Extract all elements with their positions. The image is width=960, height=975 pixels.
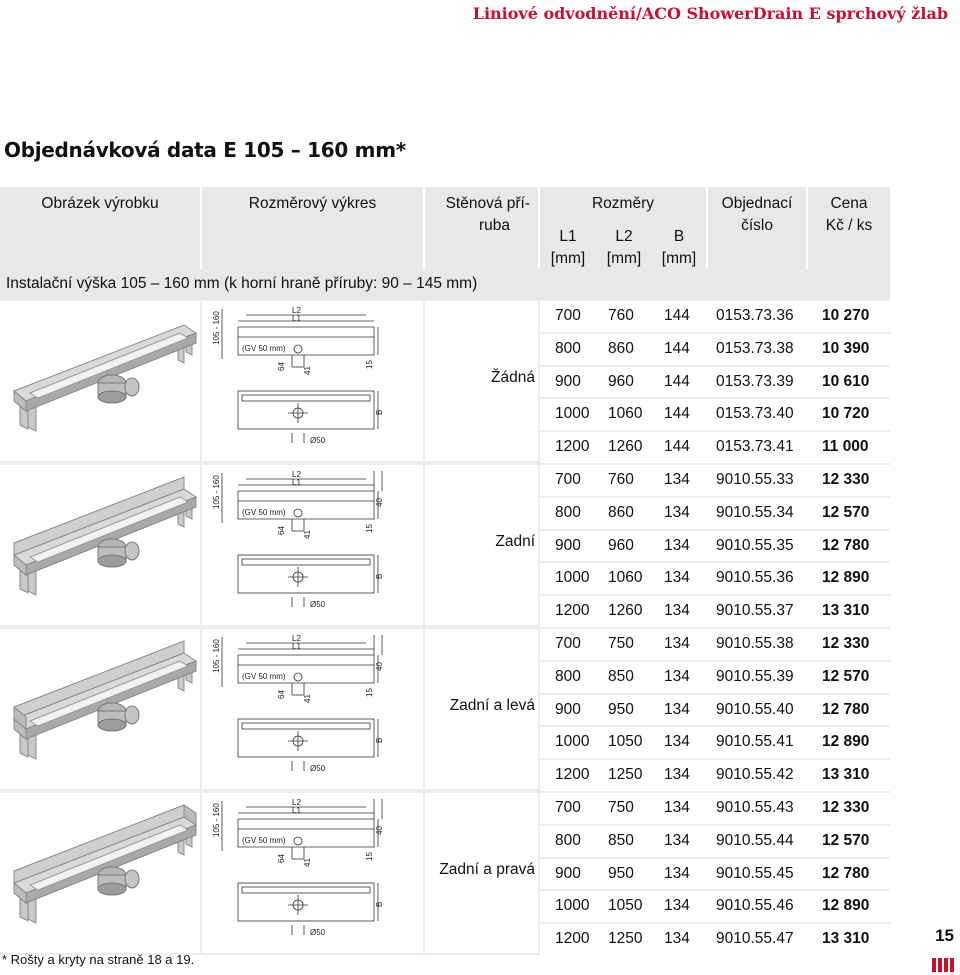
- dimension-drawing: [202, 301, 423, 461]
- cell-order: 0153.73.36: [716, 307, 794, 324]
- page-number: 15: [935, 926, 954, 945]
- cell-price: 12 570: [822, 831, 870, 849]
- cell-l1: 900: [555, 700, 581, 718]
- col-header-b: B [mm]: [661, 228, 697, 267]
- cell-l2: 1260: [608, 438, 643, 456]
- svg-text:L1: L1: [292, 642, 301, 651]
- cell-order: 9010.55.33: [716, 471, 794, 488]
- svg-text:(GV 50 mm): (GV 50 mm): [242, 836, 286, 845]
- cell-b: 144: [664, 307, 690, 324]
- cell-b: 144: [664, 405, 690, 423]
- cell-price: 12 780: [822, 536, 870, 554]
- cell-order: 9010.55.42: [716, 766, 794, 784]
- cell-order: 9010.55.37: [716, 602, 794, 620]
- col-header-price: Cena Kč / ks: [825, 195, 873, 234]
- cell-l2: 850: [608, 667, 634, 685]
- svg-text:40: 40: [375, 826, 384, 835]
- cell-l1: 1200: [555, 766, 590, 784]
- product-image: [0, 793, 200, 953]
- svg-text:B: B: [375, 737, 384, 743]
- cell-l2: 960: [608, 536, 634, 554]
- cell-b: 134: [664, 733, 690, 751]
- cell-price: 12 330: [822, 799, 870, 816]
- svg-text:Ø50: Ø50: [310, 928, 326, 937]
- cell-order: 9010.55.40: [716, 700, 794, 718]
- cell-b: 134: [664, 700, 690, 718]
- cell-order: 0153.73.41: [716, 438, 794, 456]
- col-header-order: Objednací číslo: [721, 195, 793, 234]
- cell-l2: 960: [608, 372, 634, 390]
- cell-l1: 1000: [555, 897, 590, 915]
- cell-l2: 860: [608, 339, 634, 357]
- svg-text:(GV 50 mm): (GV 50 mm): [242, 672, 286, 681]
- cell-price: 10 720: [822, 405, 870, 423]
- cell-l2: 1060: [608, 569, 643, 587]
- svg-text:L2: L2: [292, 306, 301, 315]
- cell-b: 134: [664, 667, 690, 685]
- cell-l1: 1000: [555, 569, 590, 587]
- col-header-dims: Rozměry: [591, 195, 654, 212]
- cell-l1: 700: [555, 307, 581, 324]
- svg-text:41: 41: [303, 858, 312, 867]
- svg-text:40: 40: [375, 498, 384, 507]
- svg-text:L1: L1: [292, 806, 301, 815]
- cell-b: 134: [664, 799, 690, 816]
- cell-b: 134: [664, 864, 690, 882]
- cell-price: 10 390: [822, 339, 870, 357]
- cell-price: 12 570: [822, 667, 870, 685]
- cell-order: 0153.73.40: [716, 405, 794, 423]
- cell-price: 10 610: [822, 372, 870, 390]
- svg-text:15: 15: [365, 688, 374, 697]
- cell-l1: 1000: [555, 733, 590, 751]
- svg-text:Ø50: Ø50: [310, 764, 326, 773]
- svg-text:105 - 160: 105 - 160: [212, 311, 221, 345]
- svg-text:64: 64: [277, 526, 286, 535]
- cell-price: 13 310: [822, 930, 870, 948]
- cell-b: 134: [664, 536, 690, 554]
- cell-order: 9010.55.45: [716, 864, 794, 882]
- dimension-drawing: [202, 793, 423, 953]
- col-header-flange: Stěnová pří- ruba: [445, 195, 530, 234]
- svg-text:15: 15: [365, 524, 374, 533]
- col-header-image: Obrázek výrobku: [41, 195, 159, 212]
- cell-price: 12 330: [822, 635, 870, 652]
- svg-text:15: 15: [365, 360, 374, 369]
- cell-l2: 750: [608, 635, 634, 652]
- cell-order: 0153.73.39: [716, 372, 794, 390]
- col-header-l2: L2 [mm]: [606, 228, 642, 267]
- svg-text:105 - 160: 105 - 160: [212, 639, 221, 673]
- cell-b: 144: [664, 372, 690, 390]
- cell-price: 13 310: [822, 766, 870, 784]
- cell-price: 12 890: [822, 569, 870, 587]
- cell-l2: 760: [608, 471, 634, 488]
- cell-l1: 700: [555, 471, 581, 488]
- cell-price: 12 330: [822, 471, 870, 488]
- cell-l2: 950: [608, 864, 634, 882]
- flange-label: Zadní a levá: [449, 697, 535, 714]
- svg-text:105 - 160: 105 - 160: [212, 475, 221, 509]
- cell-l1: 700: [555, 799, 581, 816]
- cell-l2: 760: [608, 307, 634, 324]
- cell-l2: 1050: [608, 733, 643, 751]
- cell-price: 10 270: [822, 307, 870, 324]
- cell-l2: 1060: [608, 405, 643, 423]
- cell-b: 134: [664, 930, 690, 948]
- svg-text:64: 64: [277, 854, 286, 863]
- cell-price: 12 890: [822, 733, 870, 751]
- dimension-drawing: [202, 629, 423, 789]
- svg-text:L1: L1: [292, 478, 301, 487]
- cell-l2: 950: [608, 700, 634, 718]
- cell-order: 9010.55.47: [716, 930, 794, 948]
- cell-l1: 800: [555, 339, 581, 357]
- svg-text:105 - 160: 105 - 160: [212, 803, 221, 837]
- cell-l2: 750: [608, 799, 634, 816]
- section-title: Objednávková data E 105 – 160 mm*: [4, 138, 406, 162]
- svg-text:L2: L2: [292, 798, 301, 807]
- svg-text:B: B: [375, 901, 384, 907]
- cell-l1: 800: [555, 503, 581, 521]
- cell-l2: 860: [608, 503, 634, 521]
- svg-text:Ø50: Ø50: [310, 436, 326, 445]
- cell-l1: 800: [555, 667, 581, 685]
- dimension-drawing: [202, 465, 423, 625]
- cell-b: 144: [664, 438, 690, 456]
- cell-price: 12 570: [822, 503, 870, 521]
- svg-text:L2: L2: [292, 470, 301, 479]
- svg-text:Ø50: Ø50: [310, 600, 326, 609]
- cell-b: 134: [664, 635, 690, 652]
- cell-order: 9010.55.36: [716, 569, 794, 587]
- cell-l2: 1050: [608, 897, 643, 915]
- svg-text:15: 15: [365, 852, 374, 861]
- cell-order: 9010.55.43: [716, 799, 794, 816]
- svg-text:40: 40: [375, 662, 384, 671]
- product-image: [0, 301, 200, 461]
- cell-l1: 800: [555, 831, 581, 849]
- cell-b: 134: [664, 766, 690, 784]
- cell-b: 134: [664, 831, 690, 849]
- cell-order: 9010.55.39: [716, 667, 794, 685]
- cell-l1: 900: [555, 372, 581, 390]
- col-header-l1: L1 [mm]: [550, 228, 586, 267]
- cell-l1: 1000: [555, 405, 590, 423]
- aco-logo-icon: [932, 958, 954, 972]
- cell-order: 9010.55.44: [716, 831, 794, 849]
- svg-text:41: 41: [303, 366, 312, 375]
- cell-l1: 900: [555, 864, 581, 882]
- cell-l2: 1250: [608, 766, 643, 784]
- cell-price: 13 310: [822, 602, 870, 620]
- svg-text:L1: L1: [292, 314, 301, 323]
- cell-price: 12 780: [822, 864, 870, 882]
- cell-b: 134: [664, 602, 690, 620]
- cell-price: 11 000: [822, 438, 869, 456]
- svg-text:64: 64: [277, 362, 286, 371]
- cell-l2: 1260: [608, 602, 643, 620]
- cell-price: 12 780: [822, 700, 870, 718]
- installation-height-text: Instalační výška 105 – 160 mm (k horní hraně příruby: 90 – 145 mm): [6, 275, 478, 292]
- svg-text:64: 64: [277, 690, 286, 699]
- cell-l2: 850: [608, 831, 634, 849]
- cell-order: 0153.73.38: [716, 339, 794, 357]
- svg-text:(GV 50 mm): (GV 50 mm): [242, 508, 286, 517]
- svg-text:(GV 50 mm): (GV 50 mm): [242, 344, 286, 353]
- cell-l1: 900: [555, 536, 581, 554]
- svg-text:41: 41: [303, 694, 312, 703]
- cell-order: 9010.55.46: [716, 897, 794, 915]
- svg-text:L2: L2: [292, 634, 301, 643]
- cell-order: 9010.55.38: [716, 635, 794, 652]
- cell-l2: 1250: [608, 930, 643, 948]
- product-image: [0, 465, 200, 625]
- flange-label: Zadní: [495, 533, 535, 550]
- cell-price: 12 890: [822, 897, 870, 915]
- cell-l1: 1200: [555, 930, 590, 948]
- running-header: Liniové odvodnění/ACO ShowerDrain E sprchový žlab: [472, 4, 948, 23]
- cell-b: 134: [664, 471, 690, 488]
- cell-b: 144: [664, 339, 690, 357]
- cell-order: 9010.55.35: [716, 536, 794, 554]
- cell-l1: 1200: [555, 438, 590, 456]
- svg-text:B: B: [375, 573, 384, 579]
- flange-label: Zadní a pravá: [439, 861, 535, 878]
- cell-order: 9010.55.34: [716, 503, 794, 521]
- flange-label: Žádná: [491, 369, 535, 386]
- svg-text:B: B: [375, 409, 384, 415]
- footnote: * Rošty a kryty na straně 18 a 19.: [2, 952, 195, 967]
- product-image: [0, 629, 200, 789]
- cell-l1: 700: [555, 635, 581, 652]
- cell-b: 134: [664, 503, 690, 521]
- cell-order: 9010.55.41: [716, 733, 794, 751]
- svg-text:41: 41: [303, 530, 312, 539]
- cell-b: 134: [664, 897, 690, 915]
- cell-b: 134: [664, 569, 690, 587]
- cell-l1: 1200: [555, 602, 590, 620]
- col-header-drawing: Rozměrový výkres: [248, 195, 377, 212]
